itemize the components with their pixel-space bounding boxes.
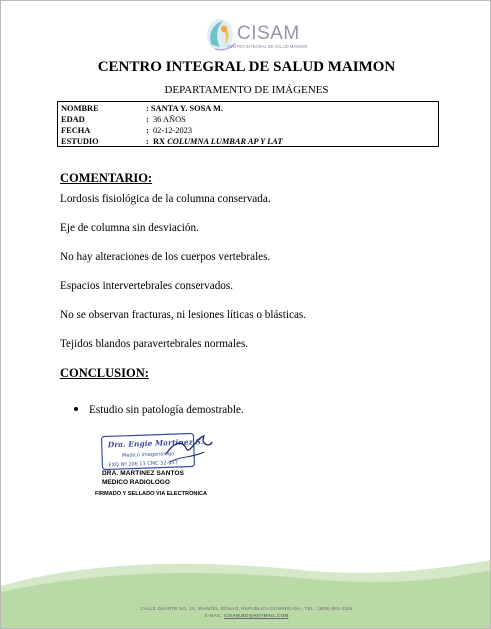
comment-paragraph: Espacios intervertebrales conservados. bbox=[60, 280, 234, 292]
comment-paragraph: No hay alteraciones de los cuerpos vertebrales. bbox=[60, 251, 271, 263]
signature-note: FIRMADO Y SELLADO VIA ELECTRONICA bbox=[95, 491, 208, 497]
info-value: : 02-12-2023 bbox=[146, 126, 193, 135]
info-value: : RX COLUMNA LUMBAR AP Y LAT bbox=[146, 137, 283, 146]
comment-paragraph: Lordosis fisiológica de la columna conservada. bbox=[60, 193, 271, 205]
conclusion-heading: CONCLUSION: bbox=[60, 366, 149, 380]
comment-paragraph: Eje de columna sin desviación. bbox=[60, 222, 199, 234]
department-title: DEPARTAMENTO DE IMÁGENES bbox=[164, 84, 329, 96]
svg-text:Dra. Engie Martinez S.: Dra. Engie Martinez S. bbox=[107, 437, 204, 450]
email-link[interactable]: CISAM.BO@HOTMAIL.COM bbox=[224, 613, 289, 618]
svg-text:EXQ Nº 206 13 CMC 32-657: EXQ Nº 206 13 CMC 32-657 bbox=[108, 459, 178, 469]
info-key: ESTUDIO bbox=[61, 137, 99, 146]
info-key: NOMBRE bbox=[61, 104, 99, 113]
footer-email: E-MAIL: CISAM.BO@HOTMAIL.COM bbox=[204, 613, 289, 618]
signer-title: MEDICO RADIOLOGO bbox=[102, 479, 170, 486]
comment-paragraph: No se observan fracturas, ni lesiones líticas o blásticas. bbox=[60, 309, 307, 321]
page-title: CENTRO INTEGRAL DE SALUD MAIMON bbox=[97, 59, 396, 75]
footer-address: CALLE DUARTE NO. 15, MAIMÓN, BONAO, REPUBLICA DOMINICANA, TEL.: (809)-551-2186 bbox=[140, 606, 353, 611]
info-key: FECHA bbox=[61, 126, 91, 135]
patient-info-box bbox=[57, 101, 439, 147]
conclusion-item: Estudio sin patología demostrable. bbox=[89, 404, 244, 416]
comment-paragraph: Tejidos blandos paravertebrales normales. bbox=[60, 338, 249, 350]
bullet-icon bbox=[74, 407, 78, 411]
svg-text:Medico Imagenólogo: Medico Imagenólogo bbox=[122, 451, 175, 459]
info-value: : SANTA Y. SOSA M. bbox=[146, 104, 223, 113]
signature-stamp bbox=[100, 432, 216, 474]
signer-name: DRA. MARTINEZ SANTOS bbox=[102, 470, 185, 477]
logo-tagline: CENTRO INTEGRAL DE SALUD MAIMON bbox=[227, 44, 308, 49]
info-key: EDAD bbox=[61, 115, 85, 124]
logo-wordmark: CISAM bbox=[237, 23, 300, 44]
comment-heading: COMENTARIO: bbox=[60, 171, 153, 185]
info-value: : 36 AÑOS bbox=[146, 115, 186, 124]
footer-wave bbox=[1, 556, 491, 629]
